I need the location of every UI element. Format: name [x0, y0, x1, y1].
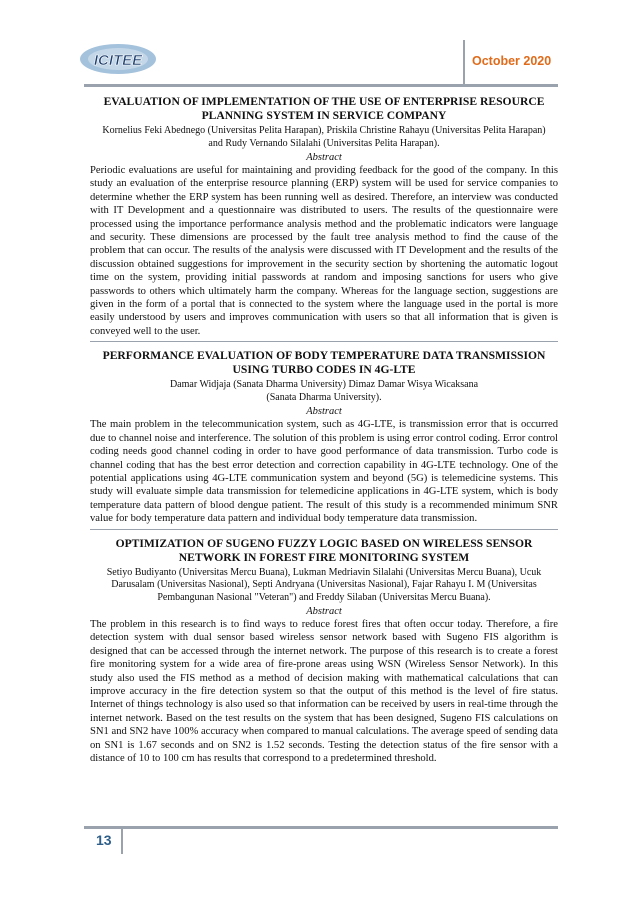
article-authors: Damar Widjaja (Sanata Dharma University) Dimaz Damar Wisya Wicaksana (Sanata Dharma University). [169, 379, 479, 403]
article-title: OPTIMIZATION OF SUGENO FUZZY LOGIC BASED ON WIRELESS SENSOR NETWORK IN FOREST FIRE MONITORING SYSTEM [115, 536, 533, 564]
logo-text: ICITEE [93, 52, 143, 69]
abstract-text: The problem in this research is to find ways to reduce forest fires that often occur today. Therefore, a fire detection system with dual sensor based wireless sensor network based with Sugeno FIS algorithm is designed that can be accessed through the internet network. The purpose of this research is to create a forest fire monitoring system for a wide area of fire-prone areas using WSN (Wireless Sensor Network). In this study also used the FIS method as a method of decision making with mathematical calculations that can improve accuracy in the fire detection system so that the output of this method is the level of fire status. Internet of things technology is also used so that information can be received by users in real-time through the internet network. Based on the test results on the system that has been designed, Sugeno FIS calculations on SN1 and SN2 have 100% accuracy when compared to manual calculations. The average speed of sending data on SN1 is 1.67 seconds and on SN2 is 1.52 seconds. Testing the detection status of the fire sensor with a distance of 10 to 100 cm has results that correspond to a predetermined threshold. [90, 619, 558, 765]
article-authors: Kornelius Feki Abednego (Universitas Pelita Harapan), Priskila Christine Rahayu (Universitas Pelita Harapan) and Rudy Vernando Silalahi (Universitas Pelita Harapan). [102, 125, 546, 149]
header-rule [84, 84, 558, 87]
abstract-label: Abstract [306, 606, 342, 618]
header-date: October 2020 [472, 54, 552, 68]
article-entry [90, 349, 558, 525]
header-divider-vertical [463, 40, 465, 86]
article-title: PERFORMANCE EVALUATION OF BODY TEMPERATURE DATA TRANSMISSION USING TURBO CODES IN 4G-LTE [102, 349, 546, 377]
abstract-label: Abstract [306, 152, 342, 163]
footer-divider-vertical [121, 826, 123, 854]
abstract-text: Periodic evaluations are useful for maintaining and providing feedback for the good of the company. In this study an evaluation of the enterprise resource planning (ERP) system will be used for service companies to determine whether the ERP system has been running well as desired. Therefore, an interview was conducted with IT Development and a questionnaire was distributed to users. The results of the questionnaire were processed using the importance performance analysis method and the problematic indicators were language and security. These dimensions are processed by the fault tree analysis method to find the cause of the problem that can occur. The results of the analysis were discussed with IT Development and the results of the discussion obtained suggestions for improvement in the security section by shortening the automatic logout time on the system, providing initial passwords at random and imposing sanctions for users who give passwords to others which ultimately harm the company. Whereas for the language section, suggestions are given in the form of a portal that is connected to the system where the language used in the portal is more easily understood by users and improves communication with users so that all information that is given is conveyed well to the user. [90, 165, 558, 337]
article-entry [90, 537, 558, 766]
conference-logo [78, 40, 158, 78]
abstracts-column [90, 95, 558, 766]
abstract-text: The main problem in the telecommunication system, such as 4G-LTE, is transmission error that is occurred due to channel noise and interference. The solution of this problem is using error control coding. Error control coding needs good channel coding in order to have good performance of data transmission. Turbo code is channel coding that has the best error detection and correction capability in 4G-LTE technology. One of the potential applications using 4G-LTE communication system and beyond (5G) is telemedicine systems. This study will evaluate simple data transmission for telemedicine applications in 4G-LTE system, which is body temperature data pattern of blood dengue patient. The result of this study is a recommended minimum SNR value for body temperature data pattern and individual body temperature data transmission. [90, 419, 558, 525]
article-authors: Setiyo Budiyanto (Universitas Mercu Buana), Lukman Medriavin Silalahi (Universitas Mercu Buana), Ucuk Darusalam (Universitas Nasional), Septi Andryana (Universitas Nasional), Fajar Rahayu I. M (Universitas Pembangunan Nasional "Veteran") and Freddy Silaban (Universitas Mercu Buana). [106, 566, 542, 603]
page-number: 13 [96, 832, 112, 848]
article-entry [90, 95, 558, 338]
footer-rule [84, 826, 558, 829]
article-separator [90, 341, 558, 342]
article-title: EVALUATION OF IMPLEMENTATION OF THE USE OF ENTERPRISE RESOURCE PLANNING SYSTEM IN SERVICE COMPANY [103, 95, 545, 122]
article-separator [90, 529, 558, 530]
abstract-label: Abstract [306, 406, 342, 418]
